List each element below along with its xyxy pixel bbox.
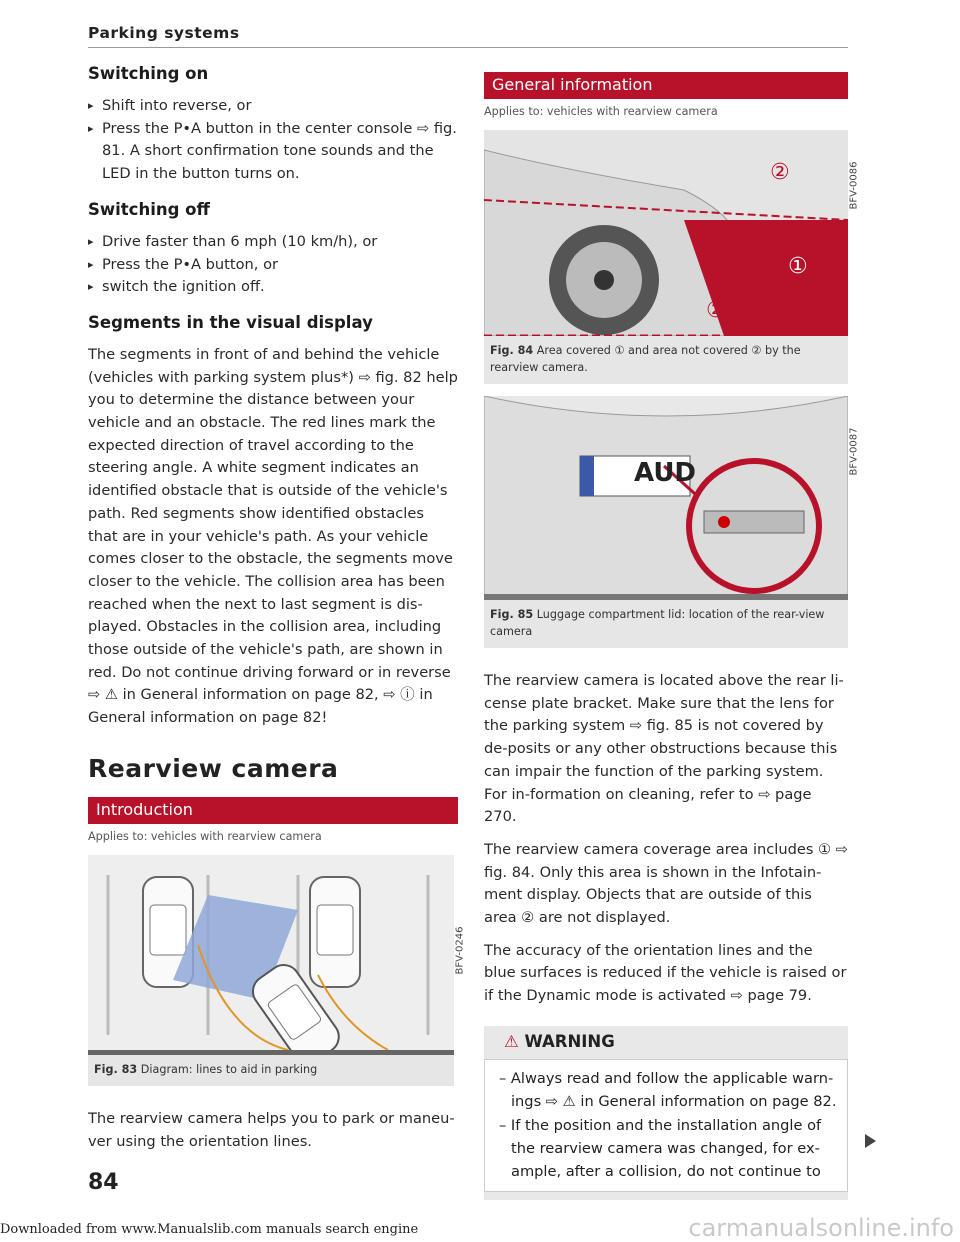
figure-85 [484, 396, 860, 648]
warning-title: WARNING [524, 1031, 615, 1051]
switching-off-list [88, 231, 458, 299]
download-footer: Downloaded from www.Manualslib.com manuals search engine [0, 1222, 419, 1237]
figure-code: BFV-0086 [848, 161, 860, 210]
area-not-covered-marker: ② [770, 160, 790, 185]
figure-label: Fig. 84 [490, 344, 534, 357]
warning-heading [484, 1032, 848, 1059]
figure-caption-text: Area covered ① and area not covered ② by the rearview camera. [490, 344, 801, 374]
license-plate-text: AUD [634, 458, 697, 488]
luggage-lid-image [484, 396, 848, 600]
continue-arrow-icon [865, 1134, 876, 1148]
general-paragraph-3: The accuracy of the orientation lines and the blue surfaces is reduced if the vehicle is raised or if the Dynamic mode is activated ⇨ page 79. [484, 941, 847, 1005]
watermark: carmanualsonline.info [688, 1214, 954, 1242]
figure-caption-text: Diagram: lines to aid in parking [140, 1062, 318, 1076]
list-item: ▸ Shift into reverse, or [88, 95, 458, 118]
car-rear-coverage-image [484, 130, 848, 336]
page-header-title: Parking systems [88, 24, 240, 42]
warning-list [484, 1059, 848, 1193]
figure-code: BFV-0087 [848, 427, 860, 476]
segments-heading: Segments in the visual display [88, 312, 373, 332]
header-rule [88, 47, 848, 48]
list-item: – If the position and the installation angle of the rearview camera was changed, for ex-ample, after a collision, do not continue to [499, 1117, 822, 1180]
figure-caption [484, 336, 848, 384]
figure-code: BFV-0246 [454, 926, 466, 975]
introduction-applies: Applies to: vehicles with rearview camera [88, 829, 322, 843]
general-paragraph-2: The rearview camera coverage area includes ① ⇨ fig. 84. Only this area is shown in the Infotain-ment display. Objects that are outside of this area ② are not displayed. [484, 840, 849, 927]
area-not-covered-marker-2: ② [706, 298, 726, 323]
figure-label: Fig. 83 [94, 1062, 138, 1076]
figure-84 [484, 130, 860, 384]
list-item: ▸ switch the ignition off. [88, 276, 458, 299]
general-paragraph-1: The rearview camera is located above the rear li-cense plate bracket. Make sure that the lens for the parking system ⇨ fig. 85 is not covered by de-posits or any other obstructions because this can impair the function of the parking system. For in-formation on cleaning, refer to ⇨ page 270. [484, 672, 844, 826]
page-number: 84 [88, 1170, 119, 1195]
introduction-bar: Introduction [88, 797, 458, 824]
figure-caption [88, 1055, 454, 1086]
parking-diagram-image [88, 855, 454, 1055]
area-covered-marker: ① [788, 254, 808, 279]
right-column [484, 72, 860, 1200]
switching-off-heading: Switching off [88, 199, 210, 219]
figure-caption-text: Luggage compartment lid: location of the rear-view camera [490, 608, 825, 638]
rearview-camera-title: Rearview camera [88, 753, 339, 783]
figure-caption [484, 600, 848, 648]
introduction-body: The rearview camera helps you to park or maneu-ver using the orientation lines. [88, 1109, 455, 1150]
warning-icon: ⚠ [504, 1031, 519, 1051]
general-information-bar: General information [484, 72, 848, 99]
switching-on-heading: Switching on [88, 64, 209, 83]
list-item: ▸ Press the P•A button, or [88, 254, 458, 277]
list-item: – Always read and follow the applicable warn-ings ⇨ ⚠ in General information on page 82. [499, 1069, 837, 1110]
figure-label: Fig. 85 [490, 608, 534, 621]
list-item: ▸ Press the P•A button in the center console ⇨ fig. 81. A short confirmation tone sounds and the LED in the button turns on. [88, 118, 458, 186]
warning-box [484, 1026, 848, 1201]
list-item: ▸ Drive faster than 6 mph (10 km/h), or [88, 231, 458, 254]
general-applies: Applies to: vehicles with rearview camera [484, 105, 718, 118]
left-column [88, 64, 466, 1153]
segments-body: The segments in front of and behind the vehicle (vehicles with parking system plus*) ⇨ fig. 82 help you to determine the distance between your vehicle and an obstacle. The red lines mark the expected direction of travel according to the steering angle. A white segment indicates an identified obstacle that is outside of the vehicle's path. Red segments show identified obstacles that are in your vehicle's path. As your vehicle comes closer to the obstacle, the segments move closer to the vehicle. The collision area has been reached when the next to last segment is dis-played. Obstacles in the collision area, including those outside of the vehicle's path, are shown in red. Do not continue driving forward or in reverse ⇨ ⚠ in General information on page 82, ⇨ ⓘ in General information on page 82! [88, 345, 458, 727]
switching-on-list [88, 95, 458, 186]
figure-83 [88, 855, 466, 1086]
